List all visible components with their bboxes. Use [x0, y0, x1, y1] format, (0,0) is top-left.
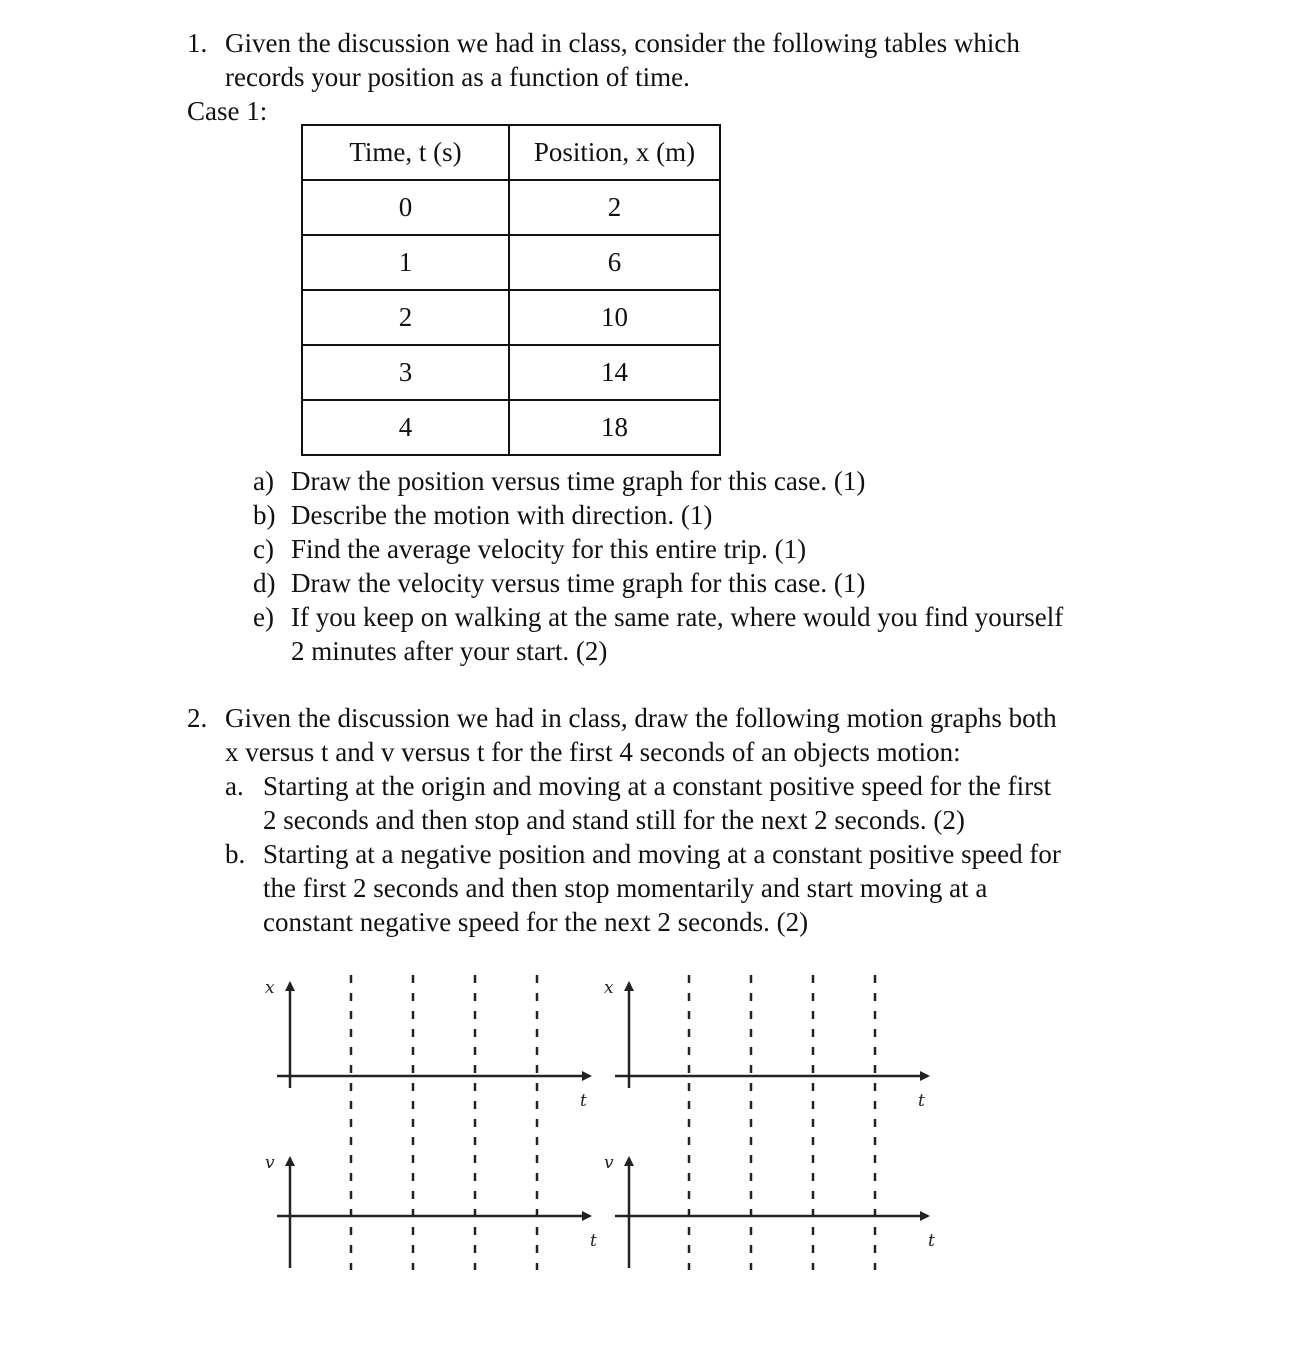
q1-part-text: If you keep on walking at the same rate, where would you find yourself: [291, 602, 1064, 632]
v-axis-label: v: [265, 1153, 275, 1173]
q1-text-line1: Given the discussion we had in class, consider the following tables which: [225, 28, 1020, 58]
q1-number: 1.: [187, 28, 208, 58]
table-header: Time, t (s): [302, 125, 509, 180]
table-cell: 0: [302, 180, 509, 235]
q2-text-line2: x versus t and v versus t for the first 4 seconds of an objects motion:: [225, 737, 961, 767]
q1-part-text: 2 minutes after your start. (2): [291, 636, 608, 666]
q1-part-label: c): [253, 534, 274, 564]
table-cell: 14: [509, 345, 720, 400]
t-axis-label: t: [580, 1091, 587, 1111]
q1-part-label: a): [253, 466, 274, 496]
table-cell: 10: [509, 290, 720, 345]
q1-part-text: Find the average velocity for this entire trip. (1): [291, 534, 807, 564]
table-cell: 3: [302, 345, 509, 400]
left-graph-grid[interactable]: [265, 975, 597, 1270]
q2-part-label: b.: [225, 839, 246, 869]
q2-part-text: constant negative speed for the next 2 seconds. (2): [263, 907, 809, 937]
q2-part-text: 2 seconds and then stop and stand still for the next 2 seconds. (2): [263, 805, 965, 835]
t-axis-label: t: [590, 1231, 597, 1251]
v-axis-label: v: [604, 1153, 614, 1173]
q2-part-text: the first 2 seconds and then stop momentarily and start moving at a: [263, 873, 988, 903]
q1-part-label: b): [253, 500, 276, 530]
q1-part-text: Describe the motion with direction. (1): [291, 500, 713, 530]
table-cell: 2: [509, 180, 720, 235]
case-label: Case 1:: [187, 96, 268, 126]
q2-part-text: Starting at a negative position and moving at a constant positive speed for: [263, 839, 1061, 869]
table-header: Position, x (m): [509, 125, 720, 180]
q2-part-label: a.: [225, 771, 244, 801]
q2-number: 2.: [187, 703, 208, 733]
q1-part-text: Draw the position versus time graph for this case. (1): [291, 466, 866, 496]
t-axis-label: t: [918, 1091, 925, 1111]
x-axis-label: x: [604, 978, 614, 998]
q2-part-text: Starting at the origin and moving at a constant positive speed for the first: [263, 771, 1052, 801]
q1-text-line2: records your position as a function of time.: [225, 62, 690, 92]
x-axis-label: x: [265, 978, 275, 998]
table-cell: 2: [302, 290, 509, 345]
t-axis-label: t: [928, 1231, 935, 1251]
q1-part-label: e): [253, 602, 274, 632]
table-cell: 6: [509, 235, 720, 290]
right-graph-grid[interactable]: [604, 975, 935, 1270]
table-cell: 1: [302, 235, 509, 290]
q1-part-label: d): [253, 568, 276, 598]
table-cell: 4: [302, 400, 509, 455]
table-cell: 18: [509, 400, 720, 455]
q1-part-text: Draw the velocity versus time graph for this case. (1): [291, 568, 866, 598]
q2-text-line1: Given the discussion we had in class, draw the following motion graphs both: [225, 703, 1057, 733]
